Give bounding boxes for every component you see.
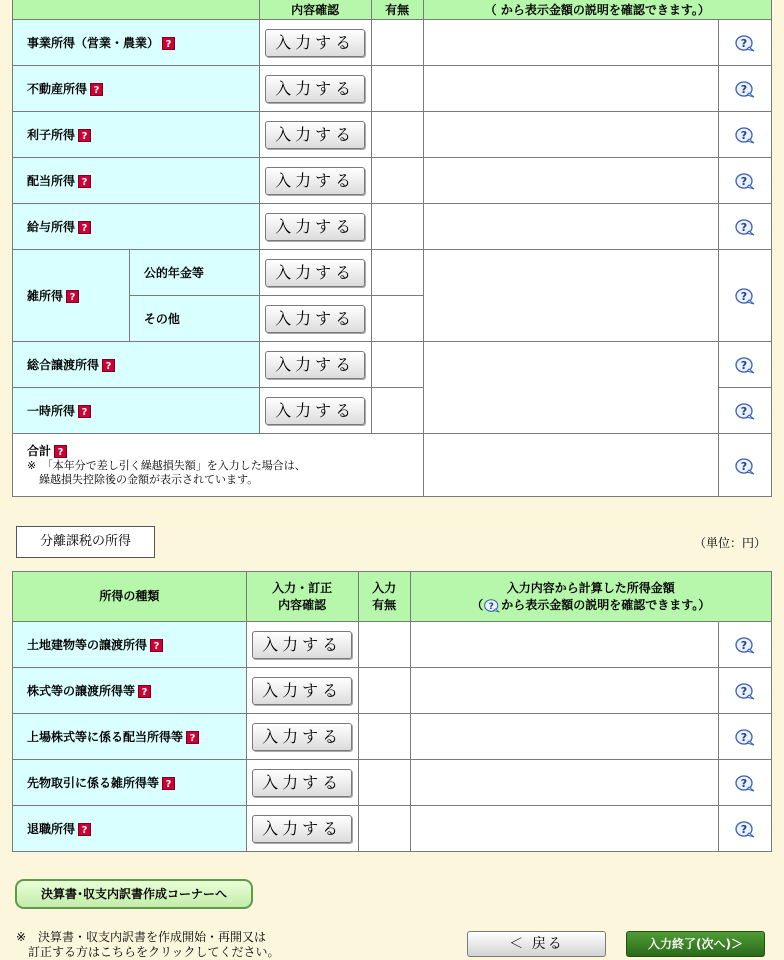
- umu-cell: [358, 760, 410, 806]
- amount-cell: [423, 66, 718, 112]
- next-button[interactable]: 入力終了(次へ)＞: [626, 931, 765, 957]
- back-button[interactable]: ＜ 戻る: [467, 931, 606, 957]
- row-label: 事業所得（営業・農業）: [27, 36, 160, 50]
- question-bubble-icon[interactable]: [734, 356, 756, 374]
- amount-cell: [423, 112, 718, 158]
- question-bubble-icon[interactable]: [734, 774, 756, 792]
- table-row: [13, 20, 772, 66]
- question-bubble-icon[interactable]: [734, 287, 756, 305]
- question-bubble-icon[interactable]: [734, 728, 756, 746]
- table-row: [13, 714, 772, 760]
- row-label: 土地建物等の譲渡所得: [27, 638, 148, 652]
- header-input-line2: 内容確認: [278, 597, 327, 612]
- question-bubble-icon[interactable]: [734, 172, 756, 190]
- amount-cell: [423, 20, 718, 66]
- table-row: [13, 668, 772, 714]
- question-bubble-icon[interactable]: [734, 402, 756, 420]
- input-button-kabushiki[interactable]: 入力する: [252, 677, 352, 705]
- umu-cell: [358, 668, 410, 714]
- input-button-sakimono[interactable]: 入力する: [252, 769, 352, 797]
- row-label: 退職所得: [27, 822, 76, 836]
- question-bubble-icon[interactable]: [734, 34, 756, 52]
- input-button-jojo-haito[interactable]: 入力する: [252, 723, 352, 751]
- input-button-haito[interactable]: 入力する: [265, 167, 365, 195]
- help-mark-icon[interactable]: ?: [78, 129, 91, 142]
- help-mark-icon[interactable]: ?: [162, 37, 175, 50]
- help-mark-icon[interactable]: ?: [162, 777, 175, 790]
- amount-cell: [423, 342, 718, 434]
- amount-cell: [423, 158, 718, 204]
- unit-label: （単位：円）: [694, 536, 767, 550]
- input-button-kyuyo[interactable]: 入力する: [265, 213, 365, 241]
- row-label: 給与所得: [27, 220, 76, 234]
- kessan-corner-button[interactable]: 決算書･収支内訳書作成コーナーへ: [15, 879, 253, 909]
- input-button-ichiji[interactable]: 入力する: [265, 397, 365, 425]
- help-mark-icon[interactable]: ?: [78, 405, 91, 418]
- help-mark-icon[interactable]: ?: [78, 221, 91, 234]
- help-mark-icon[interactable]: ?: [90, 83, 103, 96]
- header-amount-line1: 入力内容から計算した所得金額: [506, 580, 675, 595]
- total-note-line2: 繰越損失控除後の金額が表示されています。: [39, 473, 259, 486]
- bunri-section-title: 分離課税の所得: [16, 526, 155, 558]
- help-mark-icon[interactable]: ?: [186, 731, 199, 744]
- question-bubble-icon[interactable]: [734, 636, 756, 654]
- input-button-rishi[interactable]: 入力する: [265, 121, 365, 149]
- table-row: [13, 622, 772, 668]
- table-row: [13, 342, 772, 388]
- row-label: 利子所得: [27, 128, 76, 142]
- amount-cell: [423, 204, 718, 250]
- umu-cell: [371, 158, 423, 204]
- help-mark-icon[interactable]: ?: [78, 823, 91, 836]
- help-mark-icon[interactable]: ?: [102, 359, 115, 372]
- umu-cell: [358, 806, 410, 852]
- umu-cell: [371, 388, 423, 434]
- umu-cell: [371, 342, 423, 388]
- question-bubble-icon[interactable]: [734, 682, 756, 700]
- input-button-sonota[interactable]: 入力する: [265, 305, 365, 333]
- table-row: [13, 158, 772, 204]
- question-bubble-icon[interactable]: [734, 457, 756, 475]
- row-label: 雑所得: [27, 289, 64, 303]
- table-row: [13, 112, 772, 158]
- bunri-income-table: [12, 571, 772, 852]
- table-header: 所得の種類 入力・訂正 内容確認 入力 有無 入力内容から計算した所得金額 （ から表示金額の説明を確認できます。）: [13, 572, 772, 622]
- help-mark-icon[interactable]: ?: [54, 445, 67, 458]
- amount-cell: [410, 668, 718, 714]
- sub-label-nenkin: 公的年金等: [129, 250, 259, 296]
- table-row: [13, 66, 772, 112]
- question-bubble-icon: [483, 598, 501, 613]
- row-label: 株式等の譲渡所得等: [27, 684, 136, 698]
- total-row: [13, 434, 772, 497]
- umu-cell: [358, 714, 410, 760]
- input-button-nenkin[interactable]: 入力する: [265, 259, 365, 287]
- header-type: 所得の種類: [13, 572, 247, 622]
- row-label: 先物取引に係る雑所得等: [27, 776, 160, 790]
- row-label: 上場株式等に係る配当所得等: [27, 730, 184, 744]
- total-note-line1: ※ 「本年分で差し引く繰越損失額」を入力した場合は、: [27, 459, 306, 472]
- header-umu-line2: 有無: [372, 597, 397, 612]
- question-bubble-icon[interactable]: [734, 80, 756, 98]
- row-label: 総合譲渡所得: [27, 358, 100, 372]
- table-header: [13, 0, 772, 20]
- sub-label-sonota: その他: [129, 296, 259, 342]
- row-label: 不動産所得: [27, 82, 88, 96]
- header-input-line1: 入力・訂正: [272, 580, 333, 595]
- umu-cell: [371, 66, 423, 112]
- table-row: [13, 204, 772, 250]
- umu-cell: [371, 112, 423, 158]
- help-mark-icon[interactable]: ?: [78, 175, 91, 188]
- table-row: [13, 760, 772, 806]
- input-button-taishoku[interactable]: 入力する: [252, 815, 352, 843]
- umu-cell: [358, 622, 410, 668]
- question-bubble-icon[interactable]: [734, 820, 756, 838]
- help-mark-icon[interactable]: ?: [138, 685, 151, 698]
- table-row: [13, 250, 772, 296]
- umu-cell: [371, 204, 423, 250]
- row-label: 一時所得: [27, 404, 76, 418]
- umu-cell: [371, 250, 423, 296]
- amount-cell: [423, 250, 718, 342]
- help-mark-icon[interactable]: ?: [66, 290, 79, 303]
- input-button-jigyo[interactable]: 入力する: [265, 29, 365, 57]
- header-amount: （ から表示金額の説明を確認できます。）: [423, 0, 771, 20]
- help-mark-icon[interactable]: ?: [150, 639, 163, 652]
- amount-cell: [410, 714, 718, 760]
- question-bubble-icon[interactable]: [734, 218, 756, 236]
- question-bubble-icon[interactable]: [734, 126, 756, 144]
- row-label: 配当所得: [27, 174, 76, 188]
- input-button-fudosan[interactable]: 入力する: [265, 75, 365, 103]
- header-check: 内容確認: [259, 0, 371, 20]
- amount-cell: [410, 622, 718, 668]
- header-umu-line1: 入力: [372, 580, 397, 595]
- header-umu: 有無: [371, 0, 423, 20]
- amount-cell: [410, 760, 718, 806]
- umu-cell: [371, 296, 423, 342]
- total-label: 合計: [27, 444, 52, 458]
- sogo-income-table: [12, 0, 772, 497]
- amount-cell: [410, 806, 718, 852]
- input-button-sogo-joto[interactable]: 入力する: [265, 351, 365, 379]
- total-amount-cell: [423, 434, 718, 497]
- input-button-tochi[interactable]: 入力する: [252, 631, 352, 659]
- table-row: [13, 806, 772, 852]
- umu-cell: [371, 20, 423, 66]
- kessan-footnote: ※ 決算書・収支内訳書を作成開始・再開又は 訂正する方はこちらをクリックしてください。: [16, 930, 280, 959]
